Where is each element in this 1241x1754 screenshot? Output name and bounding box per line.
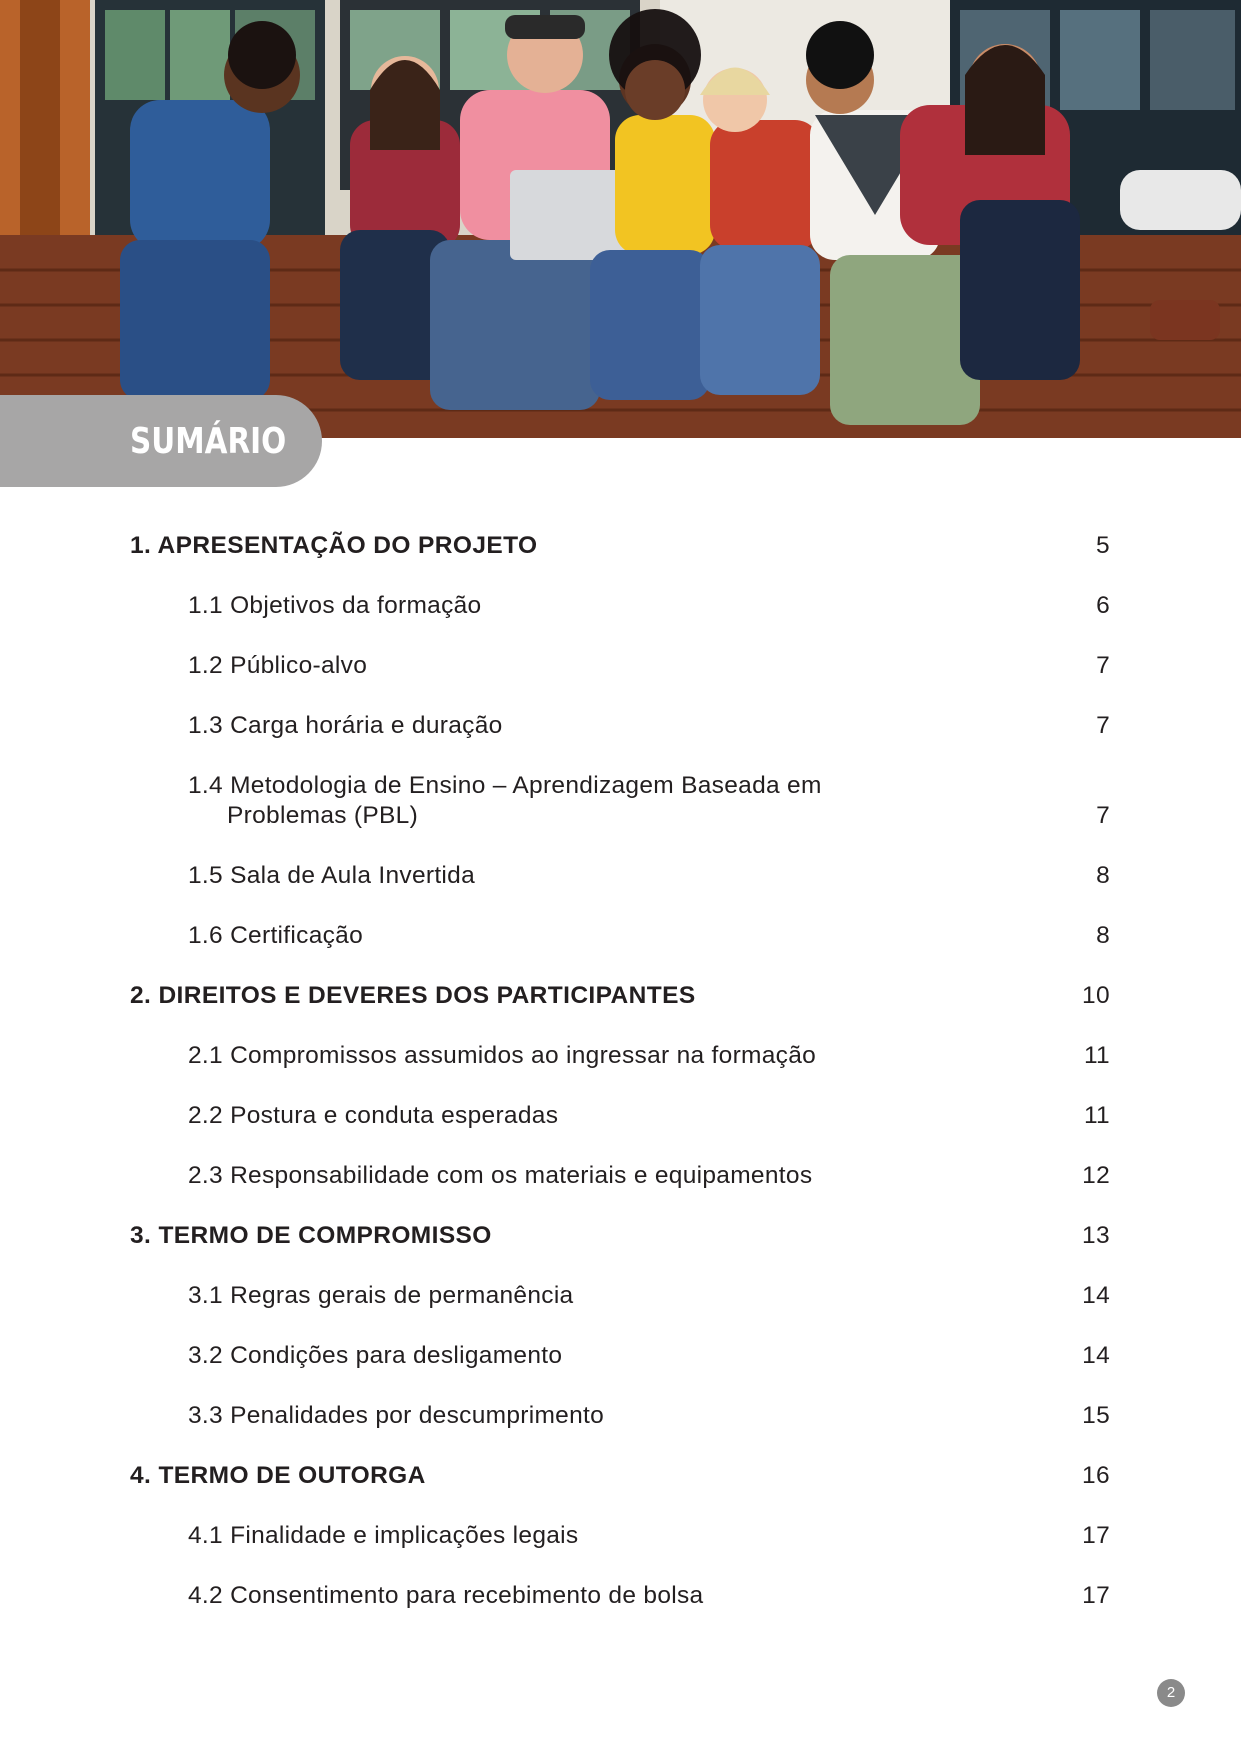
table-of-contents	[130, 531, 1110, 1641]
toc-item[interactable]	[130, 1101, 1110, 1161]
toc-item-page: 7	[1096, 712, 1110, 739]
toc-item[interactable]	[130, 981, 1110, 1041]
toc-item-page: 8	[1096, 922, 1110, 949]
toc-item-label: 2. DIREITOS E DEVERES DOS PARTICIPANTES	[130, 982, 696, 1009]
toc-item-page: 6	[1096, 592, 1110, 619]
toc-item-page: 5	[1095, 532, 1110, 559]
toc-item-page: 10	[1081, 982, 1110, 1009]
toc-item[interactable]	[130, 711, 1110, 771]
toc-item-page: 15	[1082, 1402, 1110, 1429]
toc-item-label: 1.5 Sala de Aula Invertida	[188, 862, 476, 889]
toc-item-page: 7	[1096, 802, 1110, 829]
toc-item-label: 2.3 Responsabilidade com os materiais e equipamentos	[188, 1162, 813, 1189]
toc-item-label: 4.2 Consentimento para recebimento de bolsa	[188, 1582, 704, 1609]
toc-item[interactable]	[130, 1221, 1110, 1281]
toc-item-page: 7	[1096, 652, 1110, 679]
toc-item[interactable]	[130, 1341, 1110, 1401]
toc-item-label: 1.1 Objetivos da formação	[188, 592, 482, 619]
toc-item[interactable]	[130, 1281, 1110, 1341]
toc-item-label	[188, 771, 822, 831]
toc-item-page: 17	[1082, 1582, 1110, 1609]
toc-item[interactable]	[130, 1581, 1110, 1641]
toc-item-page: 14	[1082, 1282, 1110, 1309]
toc-item-label: 4. TERMO DE OUTORGA	[130, 1462, 426, 1489]
toc-item-page: 11	[1083, 1042, 1110, 1069]
toc-item-page: 12	[1082, 1162, 1110, 1189]
toc-item-label-line1: 1.4 Metodologia de Ensino – Aprendizagem Baseada em	[188, 772, 822, 799]
toc-item-label: 2.1 Compromissos assumidos ao ingressar na formação	[188, 1042, 817, 1069]
toc-item[interactable]	[130, 1401, 1110, 1461]
toc-item-page: 13	[1081, 1222, 1110, 1249]
toc-item-label: 3.3 Penalidades por descumprimento	[188, 1402, 605, 1429]
page-number-badge: 2	[1157, 1679, 1185, 1707]
toc-item[interactable]	[130, 861, 1110, 921]
toc-item[interactable]	[130, 1041, 1110, 1101]
toc-item-label: 3.2 Condições para desligamento	[188, 1342, 563, 1369]
title-tab	[0, 395, 322, 487]
toc-item[interactable]	[130, 651, 1110, 711]
toc-item-label: 1.3 Carga horária e duração	[188, 712, 503, 739]
toc-item-page: 11	[1083, 1102, 1110, 1129]
toc-item-label: 1. APRESENTAÇÃO DO PROJETO	[130, 532, 538, 559]
hero-photo	[0, 0, 1241, 438]
toc-item-page: 17	[1082, 1522, 1110, 1549]
students-group-illustration	[0, 0, 1241, 438]
toc-item-label: 1.2 Público-alvo	[188, 652, 368, 679]
toc-item-label-line2: Problemas (PBL)	[227, 802, 419, 829]
toc-item-label: 1.6 Certificação	[188, 922, 364, 949]
toc-item-label: 3. TERMO DE COMPROMISSO	[130, 1222, 492, 1249]
toc-item[interactable]	[130, 1461, 1110, 1521]
toc-item[interactable]	[130, 771, 1110, 861]
toc-item-page: 14	[1082, 1342, 1110, 1369]
toc-item-label: 3.1 Regras gerais de permanência	[188, 1282, 574, 1309]
toc-item[interactable]	[130, 531, 1110, 591]
toc-item-page: 16	[1081, 1462, 1110, 1489]
toc-item-label: 4.1 Finalidade e implicações legais	[188, 1522, 579, 1549]
toc-item-label: 2.2 Postura e conduta esperadas	[188, 1102, 559, 1129]
toc-item[interactable]	[130, 591, 1110, 651]
toc-item[interactable]	[130, 1521, 1110, 1581]
toc-item[interactable]	[130, 1161, 1110, 1221]
toc-item[interactable]	[130, 921, 1110, 981]
page-title: SUMÁRIO	[130, 420, 287, 462]
toc-item-page: 8	[1096, 862, 1110, 889]
